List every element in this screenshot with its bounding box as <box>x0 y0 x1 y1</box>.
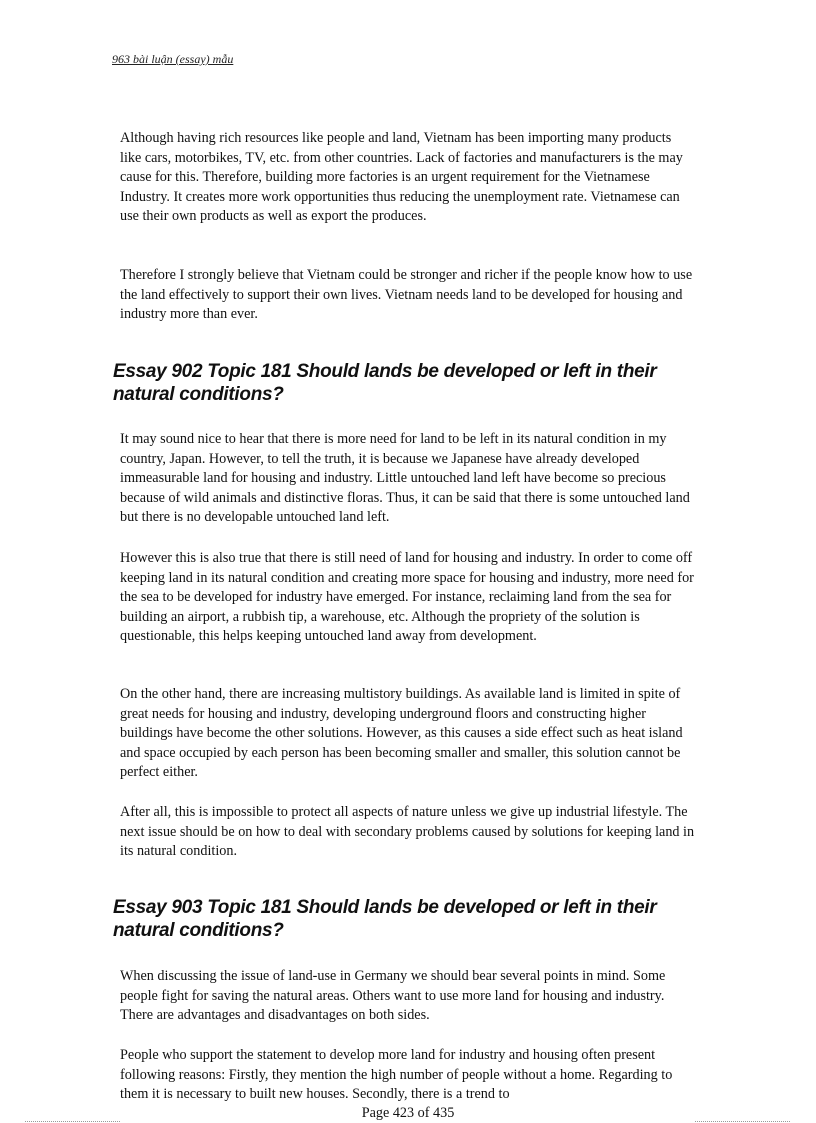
paragraph-intro-1: Although having rich resources like people and land, Vietnam has been importing many products like cars, motorbikes, TV, etc. from other countries. Lack of factories and manufacturers is the may cause for this. Therefore, building more factories is an urgent requirement for the Vietnamese Industry. It creates more work opportunities thus reducing the unemployment rate. Vietnamese can use their own products as well as export the produces. <box>120 130 683 225</box>
essay-903-title: Essay 903 Topic 181 Should lands be developed or left in their natural conditions? <box>113 897 657 941</box>
essay-902-paragraph-2: However this is also true that there is still need of land for housing and industry. In order to come off keeping land in its natural condition and creating more space for housing and industry, more need for the sea to be developed for industry have emerged. For instance, reclaiming land from the sea for building an airport, a rubbish tip, a warehouse, etc. Although the propriety of the solution is questionable, this helps keeping untouched land away from development. <box>120 550 694 645</box>
page-number: Page 423 of 435 <box>361 1105 455 1121</box>
essay-902-paragraph-1: It may sound nice to hear that there is more need for land to be left in its natural condition in my country, Japan. However, to tell the truth, it is because we Japanese have already developed immeasurable land for housing and industry. Little untouched land left have become so precious because of wild animals and distinctive floras. Thus, it can be said that there is some untouched land but there is no developable untouched land left. <box>120 431 690 526</box>
essay-902-title: Essay 902 Topic 181 Should lands be developed or left in their natural conditions? <box>113 361 657 405</box>
essay-903-paragraph-2: People who support the statement to develop more land for industry and housing often present following reasons: Firstly, they mention the high number of people without a home. Regarding to them it is necessary to built new houses. Secondly, there is a trend to <box>120 1047 673 1103</box>
paragraph-intro-2: Therefore I strongly believe that Vietnam could be stronger and richer if the people know how to use the land effectively to support their own lives. Vietnam needs land to be developed for housing and industry more than ever. <box>120 267 693 323</box>
document-header: 963 bài luận (essay) mẫu <box>112 52 234 66</box>
essay-902-paragraph-4: After all, this is impossible to protect all aspects of nature unless we give up industrial lifestyle. The next issue should be on how to deal with secondary problems caused by solutions for keeping land in its natural condition. <box>120 804 695 860</box>
essay-902-paragraph-3: On the other hand, there are increasing multistory buildings. As available land is limited in spite of great needs for housing and industry, developing underground floors and constructing higher buildings have become the other solutions. However, as this causes a side effect such as heat island and space occupied by each person has been becoming smaller and smaller, this solution cannot be perfect either. <box>120 686 683 781</box>
essay-903-paragraph-1: When discussing the issue of land-use in Germany we should bear several points in mind. Some people fight for saving the natural areas. Others want to use more land for housing and industry. There are advantages and disadvantages on both sides. <box>120 968 666 1024</box>
